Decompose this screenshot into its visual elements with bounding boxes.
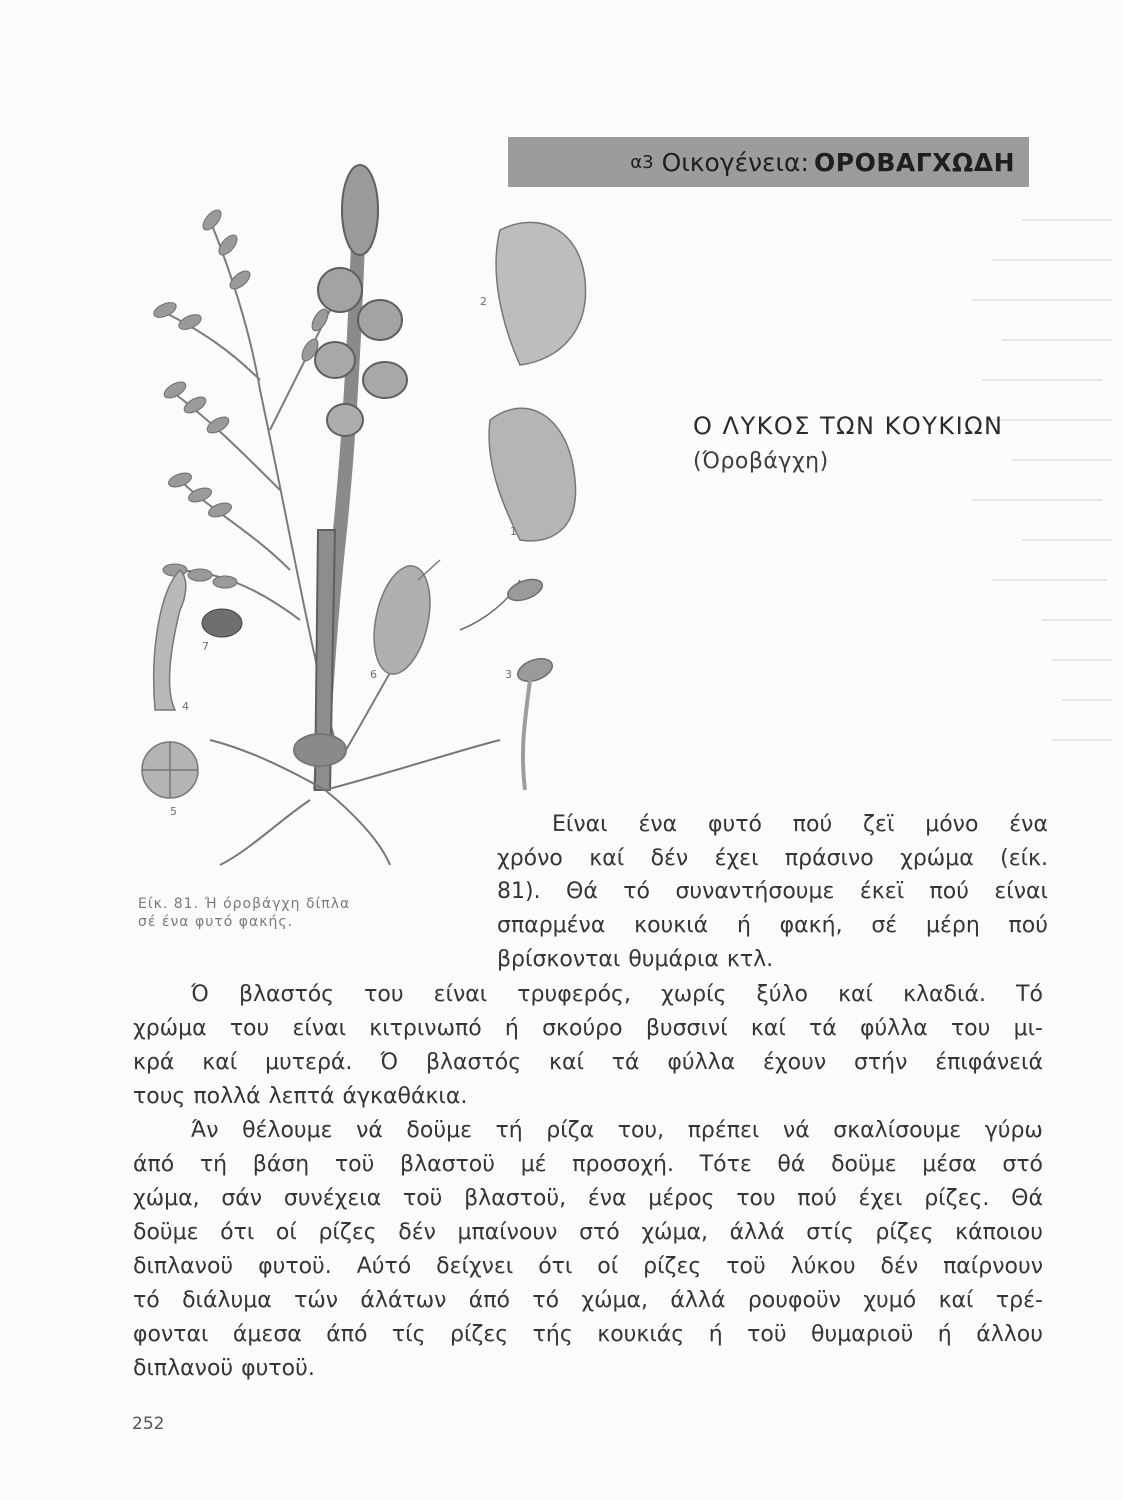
paragraph-1-line	[497, 875, 1048, 909]
word: κτλ.	[726, 947, 774, 972]
section-prefix: α3	[630, 151, 654, 173]
word: μυτερά.	[265, 1050, 353, 1075]
word: τοϋ	[726, 1254, 766, 1279]
figure-caption	[138, 895, 438, 931]
word: καί	[202, 1050, 238, 1075]
word: σάν	[221, 1186, 263, 1211]
word: ρίζες	[643, 1254, 702, 1279]
word: τό	[623, 879, 650, 904]
word: πρέπει	[687, 1118, 760, 1143]
word: διάλυμα	[182, 1288, 272, 1313]
word: πού	[1008, 913, 1048, 938]
word: πού	[792, 812, 833, 837]
word: έχει	[714, 846, 759, 871]
word: μι-	[1013, 1016, 1043, 1041]
word: λεπτά	[268, 1084, 335, 1109]
word: άπό	[133, 1152, 175, 1177]
word: τους	[133, 1084, 186, 1109]
word: σπαρμένα	[497, 913, 606, 938]
word: νά	[356, 1118, 383, 1143]
word: χωρίς	[661, 982, 727, 1007]
paragraph-3-line	[133, 1182, 1043, 1216]
word: καί	[589, 846, 625, 871]
word: ή	[708, 1322, 723, 1347]
paragraph-1-line	[497, 842, 1048, 876]
word: καί	[838, 982, 873, 1007]
word: βλαστοϋ,	[464, 1186, 567, 1211]
word: συναντήσουμε	[675, 879, 835, 904]
word: άλλά	[729, 1220, 785, 1245]
word: άμεσα	[232, 1322, 302, 1347]
word: του	[229, 1016, 270, 1041]
word: κάποιου	[955, 1220, 1043, 1245]
species-title: Ο ΛΥΚΟΣ ΤΩΝ ΚΟΥΚΙΩΝ	[693, 412, 1004, 440]
figure-label-3: 3	[505, 668, 512, 681]
figure-label-4: 4	[182, 700, 189, 713]
word: φυτό	[707, 812, 762, 837]
word: ρίζα	[546, 1118, 595, 1143]
cross-section-5	[142, 742, 198, 798]
word: τά	[808, 1016, 837, 1041]
word: Θά	[1011, 1186, 1043, 1211]
paragraph-1-line	[552, 808, 1048, 842]
word: χώμα,	[581, 1288, 649, 1313]
stamen-detail-3	[460, 575, 555, 790]
word: χρώμα	[900, 846, 974, 871]
word: δοϋμε	[406, 1118, 472, 1143]
word: έκεϊ	[859, 879, 905, 904]
word: στό	[1002, 1152, 1043, 1177]
word: θά	[777, 1152, 806, 1177]
word: ρίζες	[450, 1322, 509, 1347]
word: τών	[294, 1288, 339, 1313]
paragraph-3-line	[133, 1318, 1043, 1352]
word: διπλανοϋ	[133, 1254, 234, 1279]
paragraph-3-line	[191, 1114, 1043, 1148]
word: τό	[532, 1288, 560, 1313]
bleed-through-marks	[932, 200, 1122, 800]
host-plant-leaflets	[152, 207, 413, 662]
word: ένα	[1009, 812, 1048, 837]
word: τίς	[391, 1322, 426, 1347]
figure-label-6: 6	[370, 668, 377, 681]
word: διπλανοϋ	[133, 1356, 234, 1381]
word: βάση	[252, 1152, 310, 1177]
word: προσοχή.	[572, 1152, 674, 1177]
paragraph-3-line	[133, 1352, 1043, 1386]
word: λύκου	[790, 1254, 856, 1279]
word: φύλλα	[667, 1050, 736, 1075]
word: ένα	[638, 812, 678, 837]
seed-detail-6	[365, 560, 440, 679]
word: άλάτων	[360, 1288, 447, 1313]
word: φονται	[133, 1322, 209, 1347]
word: του	[950, 1016, 991, 1041]
word: χυμό	[863, 1288, 917, 1313]
paragraph-2-line	[191, 978, 1043, 1012]
word: είναι	[433, 982, 488, 1007]
word: δέν	[880, 1254, 919, 1279]
word: θέλουμε	[242, 1118, 333, 1143]
word: φυτοϋ.	[241, 1356, 315, 1381]
flower-detail-2	[496, 222, 585, 365]
word: Άν	[191, 1118, 219, 1143]
word: μόνο	[925, 812, 979, 837]
paragraph-1-line	[497, 909, 1048, 943]
word: καί	[750, 1016, 786, 1041]
word: δέν	[398, 1220, 436, 1245]
word: δοϋμε	[831, 1152, 897, 1177]
word: του,	[617, 1118, 665, 1143]
word: ότι	[220, 1220, 255, 1245]
word: θυμάρια	[628, 947, 719, 972]
word: κιτρινωπό	[369, 1016, 482, 1041]
word: φακή,	[779, 913, 843, 938]
paragraph-2-line	[133, 1046, 1043, 1080]
word: θυμαριοϋ	[811, 1322, 914, 1347]
word: νά	[782, 1118, 810, 1143]
paragraph-3-line	[133, 1216, 1043, 1250]
word: μπαίνουν	[457, 1220, 558, 1245]
word: κλαδιά.	[903, 982, 986, 1007]
word: ρίζες.	[924, 1186, 990, 1211]
caption-line: σέ ένα φυτό φακής.	[138, 914, 293, 930]
paragraph-2-line	[133, 1012, 1043, 1046]
flower-detail-1	[489, 408, 576, 541]
word: 81).	[497, 879, 541, 904]
caption-line: Είκ. 81. Ή όροβάγχη δίπλα	[138, 896, 351, 912]
roots	[210, 734, 500, 865]
word: στό	[579, 1220, 620, 1245]
family-label: Οικογένεια:	[661, 147, 809, 177]
word: χώμα,	[133, 1186, 200, 1211]
word: ή	[504, 1016, 519, 1041]
word: βλαστοϋ	[400, 1152, 495, 1177]
figure-label-2: 2	[480, 295, 487, 308]
paragraph-1-line	[497, 943, 1048, 977]
word: οί	[597, 1254, 619, 1279]
orobanche-illustration	[140, 150, 620, 870]
word: συνέχεια	[283, 1186, 382, 1211]
word: έχει	[858, 1186, 903, 1211]
word: ρουφοϋν	[747, 1288, 841, 1313]
word: πού	[929, 879, 969, 904]
word: (είκ.	[1000, 846, 1048, 871]
word: βυσσινί	[645, 1016, 728, 1041]
word: δείχνει	[436, 1254, 514, 1279]
word: άπό	[326, 1322, 368, 1347]
family-name: ΟΡΟΒΑΓΧΩΔΗ	[814, 147, 1015, 177]
word: Θά	[566, 879, 598, 904]
word: καί	[548, 1050, 584, 1075]
word: του	[364, 982, 404, 1007]
word: κουκιάς	[597, 1322, 685, 1347]
word: σκούρο	[542, 1016, 623, 1041]
word: τοϋ	[402, 1186, 443, 1211]
word: δοϋμε	[133, 1220, 199, 1245]
word: τή	[199, 1152, 228, 1177]
pistil-detail-4	[154, 570, 186, 710]
word: είναι	[292, 1016, 347, 1041]
word: ρίζες	[318, 1220, 377, 1245]
word: τής	[532, 1322, 573, 1347]
word: φυτοϋ.	[258, 1254, 332, 1279]
paragraph-3-line	[133, 1284, 1043, 1318]
word: τρυφερός,	[517, 982, 631, 1007]
seed-detail-7	[202, 609, 242, 637]
word: βρίσκονται	[497, 947, 621, 972]
word: τρέ-	[995, 1288, 1043, 1313]
word: Τό	[1016, 982, 1043, 1007]
word: τά	[611, 1050, 640, 1075]
word: βλαστός	[426, 1050, 522, 1075]
word: τοϋ	[747, 1322, 787, 1347]
page-number: 252	[132, 1414, 165, 1434]
word: ή	[937, 1322, 952, 1347]
word: άλλου	[976, 1322, 1043, 1347]
word: μέσα	[922, 1152, 977, 1177]
word: άπό	[468, 1288, 510, 1313]
word: βλαστός	[238, 982, 335, 1007]
word: χρόνο	[497, 846, 563, 871]
word: άλλά	[670, 1288, 726, 1313]
word: πολλά	[193, 1084, 261, 1109]
word: χρώμα	[133, 1016, 207, 1041]
paragraph-3-line	[133, 1148, 1043, 1182]
word: Ό	[191, 982, 209, 1007]
word: Τότε	[699, 1152, 752, 1177]
word: έπιφάνειά	[935, 1050, 1043, 1075]
paragraph-3-line	[133, 1250, 1043, 1284]
word: ξύλο	[756, 982, 809, 1007]
paragraph-2-line	[133, 1080, 1043, 1114]
word: κρά	[133, 1050, 175, 1075]
word: μέ	[520, 1152, 547, 1177]
word: του	[736, 1186, 776, 1211]
word: Ό	[380, 1050, 399, 1075]
word: ένα	[587, 1186, 627, 1211]
word: φύλλα	[859, 1016, 928, 1041]
word: οί	[275, 1220, 297, 1245]
figure-label-5: 5	[170, 805, 177, 818]
word: σκαλίσουμε	[833, 1118, 962, 1143]
word: χώμα,	[641, 1220, 708, 1245]
word: μέρος	[648, 1186, 715, 1211]
word: κουκιά	[634, 913, 709, 938]
word: έχουν	[763, 1050, 827, 1075]
word: καί	[938, 1288, 974, 1313]
word: πού	[797, 1186, 837, 1211]
word: τή	[495, 1118, 523, 1143]
word: Αύτό	[356, 1254, 412, 1279]
word: πράσινο	[784, 846, 874, 871]
word: ρίζες	[875, 1220, 934, 1245]
word: άγκαθάκια.	[342, 1084, 468, 1109]
word: τό	[133, 1288, 160, 1313]
word: στίς	[806, 1220, 854, 1245]
word: γύρω	[984, 1118, 1043, 1143]
broomrape-stem	[315, 165, 407, 790]
word: μέρη	[925, 913, 980, 938]
word: ή	[736, 913, 751, 938]
word: παίρνουν	[943, 1254, 1043, 1279]
word: στήν	[853, 1050, 908, 1075]
species-subtitle: (Όροβάγχη)	[693, 449, 829, 474]
word: ζεϊ	[863, 812, 895, 837]
word: Είναι	[552, 812, 608, 837]
word: σέ	[871, 913, 898, 938]
figure-label-1: 1	[510, 525, 517, 538]
figure-label-7: 7	[202, 640, 209, 653]
word: δέν	[650, 846, 689, 871]
word: τοϋ	[334, 1152, 375, 1177]
word: είναι	[994, 879, 1048, 904]
word: ότι	[538, 1254, 573, 1279]
